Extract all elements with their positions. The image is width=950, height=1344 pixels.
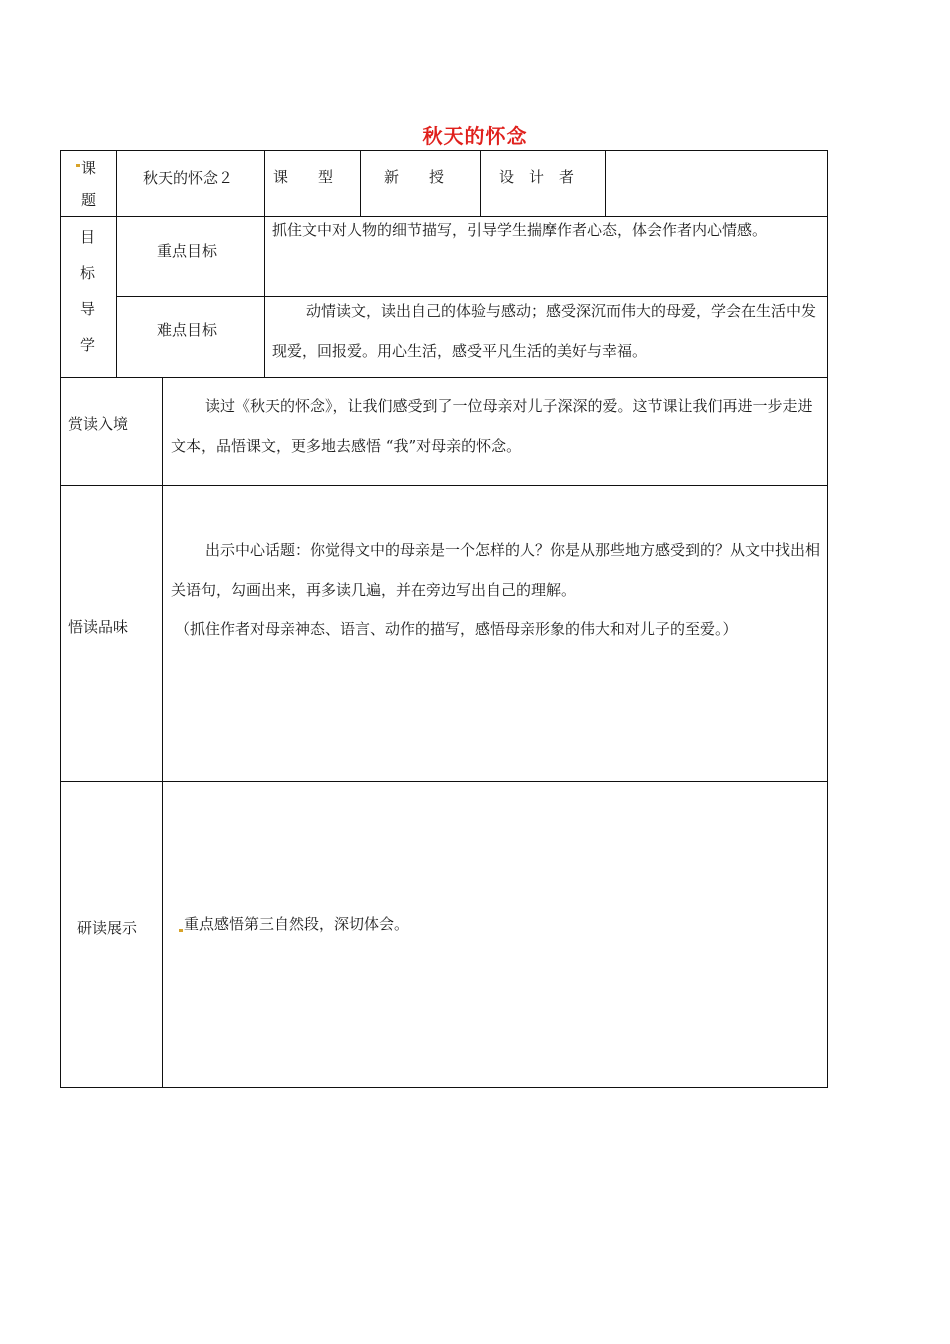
section-label-shangdu: 赏读入境 xyxy=(68,415,129,433)
lesson-name: 秋天的怀念２ xyxy=(143,169,234,187)
section-note-wudu: （抓住作者对母亲神态、语言、动作的描写，感悟母亲形象的伟大和对儿子的至爱。） xyxy=(175,620,738,638)
goals-section-label-2: 标 xyxy=(80,264,96,282)
section-text-yandu: 重点感悟第三自然段，深切体会。 xyxy=(178,917,409,932)
key-goal-label: 重点目标 xyxy=(157,242,218,260)
key-goal-text: 抓住文中对人物的细节描写，引导学生揣摩作者心态，体会作者内心情感。 xyxy=(272,221,768,239)
document-title: 秋天的怀念 xyxy=(422,124,528,148)
section-text-wudu: 出示中心话题：你觉得文中的母亲是一个怎样的人？你是从那些地方感受到的？从文中找出相关语句，勾画出来，再多读几遍，并在旁边写出自己的理解。 xyxy=(171,541,821,599)
designer-label: 设 计 者 xyxy=(499,168,575,186)
goals-section-label-3: 导 xyxy=(80,300,96,318)
keti-label: 课题 xyxy=(76,152,100,216)
type-value: 新 授 xyxy=(384,168,445,186)
goals-section-label-4: 学 xyxy=(80,336,96,354)
section-label-wudu: 悟读品味 xyxy=(68,618,129,636)
section-label-yandu: 研读展示 xyxy=(77,919,138,937)
difficult-goal-label: 难点目标 xyxy=(157,321,218,339)
type-label: 课 型 xyxy=(273,168,334,186)
difficult-goal-text: 动情读文，读出自己的体验与感动；感受深沉而伟大的母爱，学会在生活中发现爱，回报爱。用心生活，感受平凡生活的美好与幸福。 xyxy=(272,302,817,360)
goals-section-label-1: 目 xyxy=(80,228,96,246)
section-text-shangdu: 读过《秋天的怀念》，让我们感受到了一位母亲对儿子深深的爱。这节课让我们再进一步走进文本，品悟课文，更多地去感悟 “我”对母亲的怀念。 xyxy=(171,397,813,455)
